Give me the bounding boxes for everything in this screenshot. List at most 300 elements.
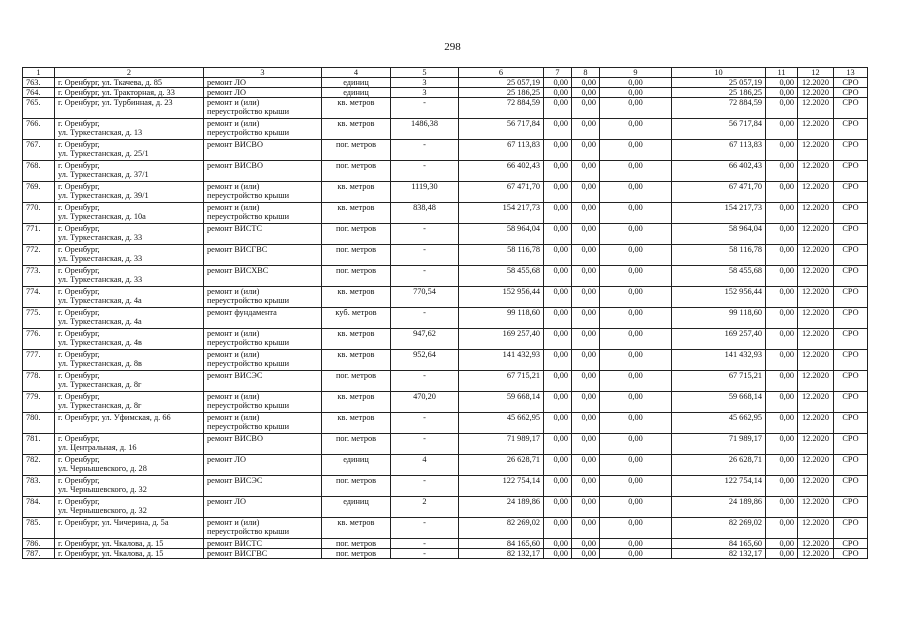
cost-cell: 122 754,14 [459,476,544,497]
term-cell: 12.2020 [798,392,834,413]
unit-cell: единиц [322,78,391,88]
cost-cell: 58 964,04 [459,224,544,245]
work-type-cell: ремонт и (или) переустройство крыши [204,287,322,308]
col7-cell: 0,00 [544,88,572,98]
address-cell: г. Оренбург, ул. Туркестанская, д. 8г [55,392,204,413]
table-row [23,549,868,559]
table-row [23,287,868,308]
work-type-cell: ремонт и (или) переустройство крыши [204,518,322,539]
method-cell: СРО [834,98,868,119]
col8-cell: 0,00 [572,140,600,161]
method-cell: СРО [834,140,868,161]
col10-cell: 58 116,78 [672,245,766,266]
method-cell: СРО [834,78,868,88]
col9-cell: 0,00 [600,329,672,350]
term-cell: 12.2020 [798,266,834,287]
address-cell: г. Оренбург, ул. Туркестанская, д. 4а [55,287,204,308]
col10-cell: 99 118,60 [672,308,766,329]
method-cell: СРО [834,119,868,140]
table-row [23,161,868,182]
table-row [23,140,868,161]
quantity-cell: 1486,38 [391,119,459,140]
col7-cell: 0,00 [544,549,572,559]
column-header-12: 12 [798,68,834,78]
unit-cell: пог. метров [322,245,391,266]
quantity-cell: 770,54 [391,287,459,308]
col11-cell: 0,00 [766,245,798,266]
table-row [23,308,868,329]
term-cell: 12.2020 [798,549,834,559]
row-number: 764. [23,88,55,98]
col9-cell: 0,00 [600,88,672,98]
col11-cell: 0,00 [766,88,798,98]
table-row [23,245,868,266]
table-row [23,88,868,98]
col9-cell: 0,00 [600,350,672,371]
method-cell: СРО [834,539,868,549]
unit-cell: кв. метров [322,392,391,413]
method-cell: СРО [834,371,868,392]
cost-cell: 169 257,40 [459,329,544,350]
col9-cell: 0,00 [600,413,672,434]
term-cell: 12.2020 [798,455,834,476]
col10-cell: 24 189,86 [672,497,766,518]
col11-cell: 0,00 [766,182,798,203]
work-type-cell: ремонт ЛО [204,78,322,88]
row-number: 779. [23,392,55,413]
term-cell: 12.2020 [798,476,834,497]
row-number: 768. [23,161,55,182]
term-cell: 12.2020 [798,224,834,245]
col11-cell: 0,00 [766,549,798,559]
work-type-cell: ремонт ЛО [204,455,322,476]
row-number: 772. [23,245,55,266]
cost-cell: 67 715,21 [459,371,544,392]
col8-cell: 0,00 [572,266,600,287]
unit-cell: пог. метров [322,266,391,287]
col10-cell: 67 471,70 [672,182,766,203]
work-type-cell: ремонт ВИСТС [204,224,322,245]
method-cell: СРО [834,224,868,245]
row-number: 765. [23,98,55,119]
column-header-10: 10 [672,68,766,78]
method-cell: СРО [834,182,868,203]
col7-cell: 0,00 [544,413,572,434]
work-type-cell: ремонт и (или) переустройство крыши [204,98,322,119]
work-type-cell: ремонт и (или) переустройство крыши [204,182,322,203]
col7-cell: 0,00 [544,78,572,88]
table-row [23,224,868,245]
cost-cell: 152 956,44 [459,287,544,308]
col8-cell: 0,00 [572,224,600,245]
row-number: 777. [23,350,55,371]
work-type-cell: ремонт ЛО [204,88,322,98]
col7-cell: 0,00 [544,161,572,182]
col7-cell: 0,00 [544,476,572,497]
work-type-cell: ремонт ВИСЭС [204,476,322,497]
col10-cell: 72 884,59 [672,98,766,119]
quantity-cell: - [391,371,459,392]
column-header-13: 13 [834,68,868,78]
cost-cell: 45 662,95 [459,413,544,434]
method-cell: СРО [834,308,868,329]
address-cell: г. Оренбург, ул. Чернышевского, д. 28 [55,455,204,476]
term-cell: 12.2020 [798,78,834,88]
work-type-cell: ремонт ВИСВО [204,161,322,182]
method-cell: СРО [834,266,868,287]
table-row [23,371,868,392]
cost-cell: 24 189,86 [459,497,544,518]
row-number: 786. [23,539,55,549]
col10-cell: 82 132,17 [672,549,766,559]
col10-cell: 45 662,95 [672,413,766,434]
col9-cell: 0,00 [600,182,672,203]
unit-cell: пог. метров [322,434,391,455]
row-number: 783. [23,476,55,497]
col10-cell: 71 989,17 [672,434,766,455]
method-cell: СРО [834,329,868,350]
unit-cell: пог. метров [322,140,391,161]
table-row [23,434,868,455]
quantity-cell: - [391,266,459,287]
quantity-cell: 3 [391,78,459,88]
col10-cell: 82 269,02 [672,518,766,539]
col7-cell: 0,00 [544,140,572,161]
col11-cell: 0,00 [766,140,798,161]
address-cell: г. Оренбург, ул. Туркестанская, д. 4в [55,329,204,350]
col9-cell: 0,00 [600,434,672,455]
col9-cell: 0,00 [600,539,672,549]
col8-cell: 0,00 [572,203,600,224]
quantity-cell: - [391,98,459,119]
method-cell: СРО [834,245,868,266]
method-cell: СРО [834,287,868,308]
cost-cell: 58 116,78 [459,245,544,266]
method-cell: СРО [834,518,868,539]
cost-cell: 84 165,60 [459,539,544,549]
col8-cell: 0,00 [572,119,600,140]
quantity-cell: 838,48 [391,203,459,224]
cost-cell: 141 432,93 [459,350,544,371]
column-header-8: 8 [572,68,600,78]
col11-cell: 0,00 [766,266,798,287]
work-type-cell: ремонт и (или) переустройство крыши [204,203,322,224]
col10-cell: 84 165,60 [672,539,766,549]
col7-cell: 0,00 [544,518,572,539]
col11-cell: 0,00 [766,287,798,308]
term-cell: 12.2020 [798,413,834,434]
col9-cell: 0,00 [600,224,672,245]
work-type-cell: ремонт ВИСГВС [204,245,322,266]
row-number: 784. [23,497,55,518]
column-header-6: 6 [459,68,544,78]
work-type-cell: ремонт и (или) переустройство крыши [204,392,322,413]
method-cell: СРО [834,88,868,98]
method-cell: СРО [834,434,868,455]
col8-cell: 0,00 [572,182,600,203]
address-cell: г. Оренбург, ул. Туркестанская, д. 13 [55,119,204,140]
col7-cell: 0,00 [544,266,572,287]
col9-cell: 0,00 [600,161,672,182]
col10-cell: 56 717,84 [672,119,766,140]
term-cell: 12.2020 [798,518,834,539]
col7-cell: 0,00 [544,119,572,140]
col7-cell: 0,00 [544,350,572,371]
term-cell: 12.2020 [798,329,834,350]
work-type-cell: ремонт фундамента [204,308,322,329]
unit-cell: кв. метров [322,98,391,119]
quantity-cell: - [391,140,459,161]
table-row [23,119,868,140]
method-cell: СРО [834,392,868,413]
col7-cell: 0,00 [544,434,572,455]
term-cell: 12.2020 [798,287,834,308]
term-cell: 12.2020 [798,203,834,224]
address-cell: г. Оренбург, ул. Туркестанская, д. 25/1 [55,140,204,161]
address-cell: г. Оренбург, ул. Туркестанская, д. 10а [55,203,204,224]
address-cell: г. Оренбург, ул. Турбинная, д. 23 [55,98,204,119]
col10-cell: 152 956,44 [672,287,766,308]
row-number: 763. [23,78,55,88]
work-type-cell: ремонт ВИСГВС [204,549,322,559]
quantity-cell: - [391,549,459,559]
unit-cell: куб. метров [322,308,391,329]
col11-cell: 0,00 [766,518,798,539]
col11-cell: 0,00 [766,539,798,549]
col9-cell: 0,00 [600,476,672,497]
col8-cell: 0,00 [572,287,600,308]
col11-cell: 0,00 [766,497,798,518]
quantity-cell: - [391,539,459,549]
column-header-5: 5 [391,68,459,78]
row-number: 780. [23,413,55,434]
address-cell: г. Оренбург, ул. Чкалова, д. 15 [55,549,204,559]
address-cell: г. Оренбург, ул. Чкалова, д. 15 [55,539,204,549]
col9-cell: 0,00 [600,287,672,308]
cost-cell: 25 057,19 [459,78,544,88]
col10-cell: 154 217,73 [672,203,766,224]
address-cell: г. Оренбург, ул. Чернышевского, д. 32 [55,476,204,497]
table-row [23,392,868,413]
col11-cell: 0,00 [766,161,798,182]
unit-cell: единиц [322,497,391,518]
method-cell: СРО [834,455,868,476]
col8-cell: 0,00 [572,539,600,549]
cost-cell: 72 884,59 [459,98,544,119]
row-number: 774. [23,287,55,308]
col11-cell: 0,00 [766,119,798,140]
col8-cell: 0,00 [572,392,600,413]
unit-cell: кв. метров [322,413,391,434]
col7-cell: 0,00 [544,497,572,518]
col9-cell: 0,00 [600,308,672,329]
col7-cell: 0,00 [544,329,572,350]
quantity-cell: - [391,161,459,182]
col11-cell: 0,00 [766,476,798,497]
column-header-1: 1 [23,68,55,78]
term-cell: 12.2020 [798,371,834,392]
column-header-11: 11 [766,68,798,78]
col11-cell: 0,00 [766,350,798,371]
quantity-cell: - [391,476,459,497]
column-header-2: 2 [55,68,204,78]
row-number: 776. [23,329,55,350]
col8-cell: 0,00 [572,455,600,476]
col9-cell: 0,00 [600,203,672,224]
header-row [23,68,868,78]
quantity-cell: - [391,224,459,245]
page-number: 298 [444,41,461,53]
quantity-cell: - [391,245,459,266]
method-cell: СРО [834,350,868,371]
row-number: 766. [23,119,55,140]
unit-cell: пог. метров [322,371,391,392]
work-type-cell: ремонт ЛО [204,497,322,518]
cost-cell: 154 217,73 [459,203,544,224]
col8-cell: 0,00 [572,245,600,266]
work-type-cell: ремонт ВИСВО [204,434,322,455]
cost-cell: 26 628,71 [459,455,544,476]
table-row [23,539,868,549]
address-cell: г. Оренбург, ул. Туркестанская, д. 4а [55,308,204,329]
col11-cell: 0,00 [766,203,798,224]
work-type-cell: ремонт и (или) переустройство крыши [204,413,322,434]
quantity-cell: - [391,308,459,329]
unit-cell: единиц [322,88,391,98]
col7-cell: 0,00 [544,287,572,308]
address-cell: г. Оренбург, ул. Тракторная, д. 33 [55,88,204,98]
term-cell: 12.2020 [798,497,834,518]
column-header-4: 4 [322,68,391,78]
col10-cell: 25 057,19 [672,78,766,88]
term-cell: 12.2020 [798,434,834,455]
table-body [23,78,868,559]
col8-cell: 0,00 [572,476,600,497]
quantity-cell: - [391,413,459,434]
unit-cell: пог. метров [322,161,391,182]
address-cell: г. Оренбург, ул. Туркестанская, д. 39/1 [55,182,204,203]
col10-cell: 67 113,83 [672,140,766,161]
row-number: 775. [23,308,55,329]
table-row [23,203,868,224]
term-cell: 12.2020 [798,161,834,182]
unit-cell: пог. метров [322,476,391,497]
col9-cell: 0,00 [600,245,672,266]
col10-cell: 58 964,04 [672,224,766,245]
col7-cell: 0,00 [544,308,572,329]
table-row [23,497,868,518]
method-cell: СРО [834,161,868,182]
col11-cell: 0,00 [766,78,798,88]
cost-cell: 56 717,84 [459,119,544,140]
col7-cell: 0,00 [544,539,572,549]
capital-repair-table [22,67,868,559]
work-type-cell: ремонт ВИСЭС [204,371,322,392]
address-cell: г. Оренбург, ул. Ткачева, д. 85 [55,78,204,88]
cost-cell: 82 132,17 [459,549,544,559]
row-number: 770. [23,203,55,224]
quantity-cell: 1119,30 [391,182,459,203]
col9-cell: 0,00 [600,266,672,287]
col11-cell: 0,00 [766,329,798,350]
table-row [23,350,868,371]
column-header-3: 3 [204,68,322,78]
col9-cell: 0,00 [600,140,672,161]
col8-cell: 0,00 [572,350,600,371]
col7-cell: 0,00 [544,203,572,224]
unit-cell: кв. метров [322,518,391,539]
col8-cell: 0,00 [572,98,600,119]
cost-cell: 66 402,43 [459,161,544,182]
unit-cell: единиц [322,455,391,476]
unit-cell: кв. метров [322,182,391,203]
table-row [23,98,868,119]
col11-cell: 0,00 [766,434,798,455]
col8-cell: 0,00 [572,371,600,392]
address-cell: г. Оренбург, ул. Туркестанская, д. 8г [55,371,204,392]
row-number: 769. [23,182,55,203]
row-number: 778. [23,371,55,392]
method-cell: СРО [834,476,868,497]
row-number: 782. [23,455,55,476]
col9-cell: 0,00 [600,119,672,140]
col10-cell: 58 455,68 [672,266,766,287]
cost-cell: 67 471,70 [459,182,544,203]
col10-cell: 66 402,43 [672,161,766,182]
col8-cell: 0,00 [572,518,600,539]
work-type-cell: ремонт ВИСВО [204,140,322,161]
cost-cell: 59 668,14 [459,392,544,413]
row-number: 767. [23,140,55,161]
term-cell: 12.2020 [798,88,834,98]
address-cell: г. Оренбург, ул. Туркестанская, д. 33 [55,245,204,266]
cost-cell: 99 118,60 [459,308,544,329]
term-cell: 12.2020 [798,98,834,119]
col9-cell: 0,00 [600,455,672,476]
table-row [23,518,868,539]
table-row [23,78,868,88]
col11-cell: 0,00 [766,308,798,329]
address-cell: г. Оренбург, ул. Туркестанская, д. 33 [55,266,204,287]
column-header-9: 9 [600,68,672,78]
quantity-cell: - [391,434,459,455]
col10-cell: 122 754,14 [672,476,766,497]
col11-cell: 0,00 [766,413,798,434]
col7-cell: 0,00 [544,371,572,392]
quantity-cell: 947,62 [391,329,459,350]
unit-cell: кв. метров [322,287,391,308]
col10-cell: 26 628,71 [672,455,766,476]
unit-cell: пог. метров [322,549,391,559]
col7-cell: 0,00 [544,392,572,413]
col9-cell: 0,00 [600,549,672,559]
col11-cell: 0,00 [766,455,798,476]
col10-cell: 67 715,21 [672,371,766,392]
cost-cell: 58 455,68 [459,266,544,287]
col9-cell: 0,00 [600,371,672,392]
unit-cell: пог. метров [322,539,391,549]
col8-cell: 0,00 [572,88,600,98]
unit-cell: кв. метров [322,119,391,140]
unit-cell: кв. метров [322,350,391,371]
col8-cell: 0,00 [572,308,600,329]
work-type-cell: ремонт ВИСТС [204,539,322,549]
unit-cell: кв. метров [322,203,391,224]
col9-cell: 0,00 [600,78,672,88]
table-row [23,413,868,434]
address-cell: г. Оренбург, ул. Уфимская, д. 66 [55,413,204,434]
unit-cell: пог. метров [322,224,391,245]
